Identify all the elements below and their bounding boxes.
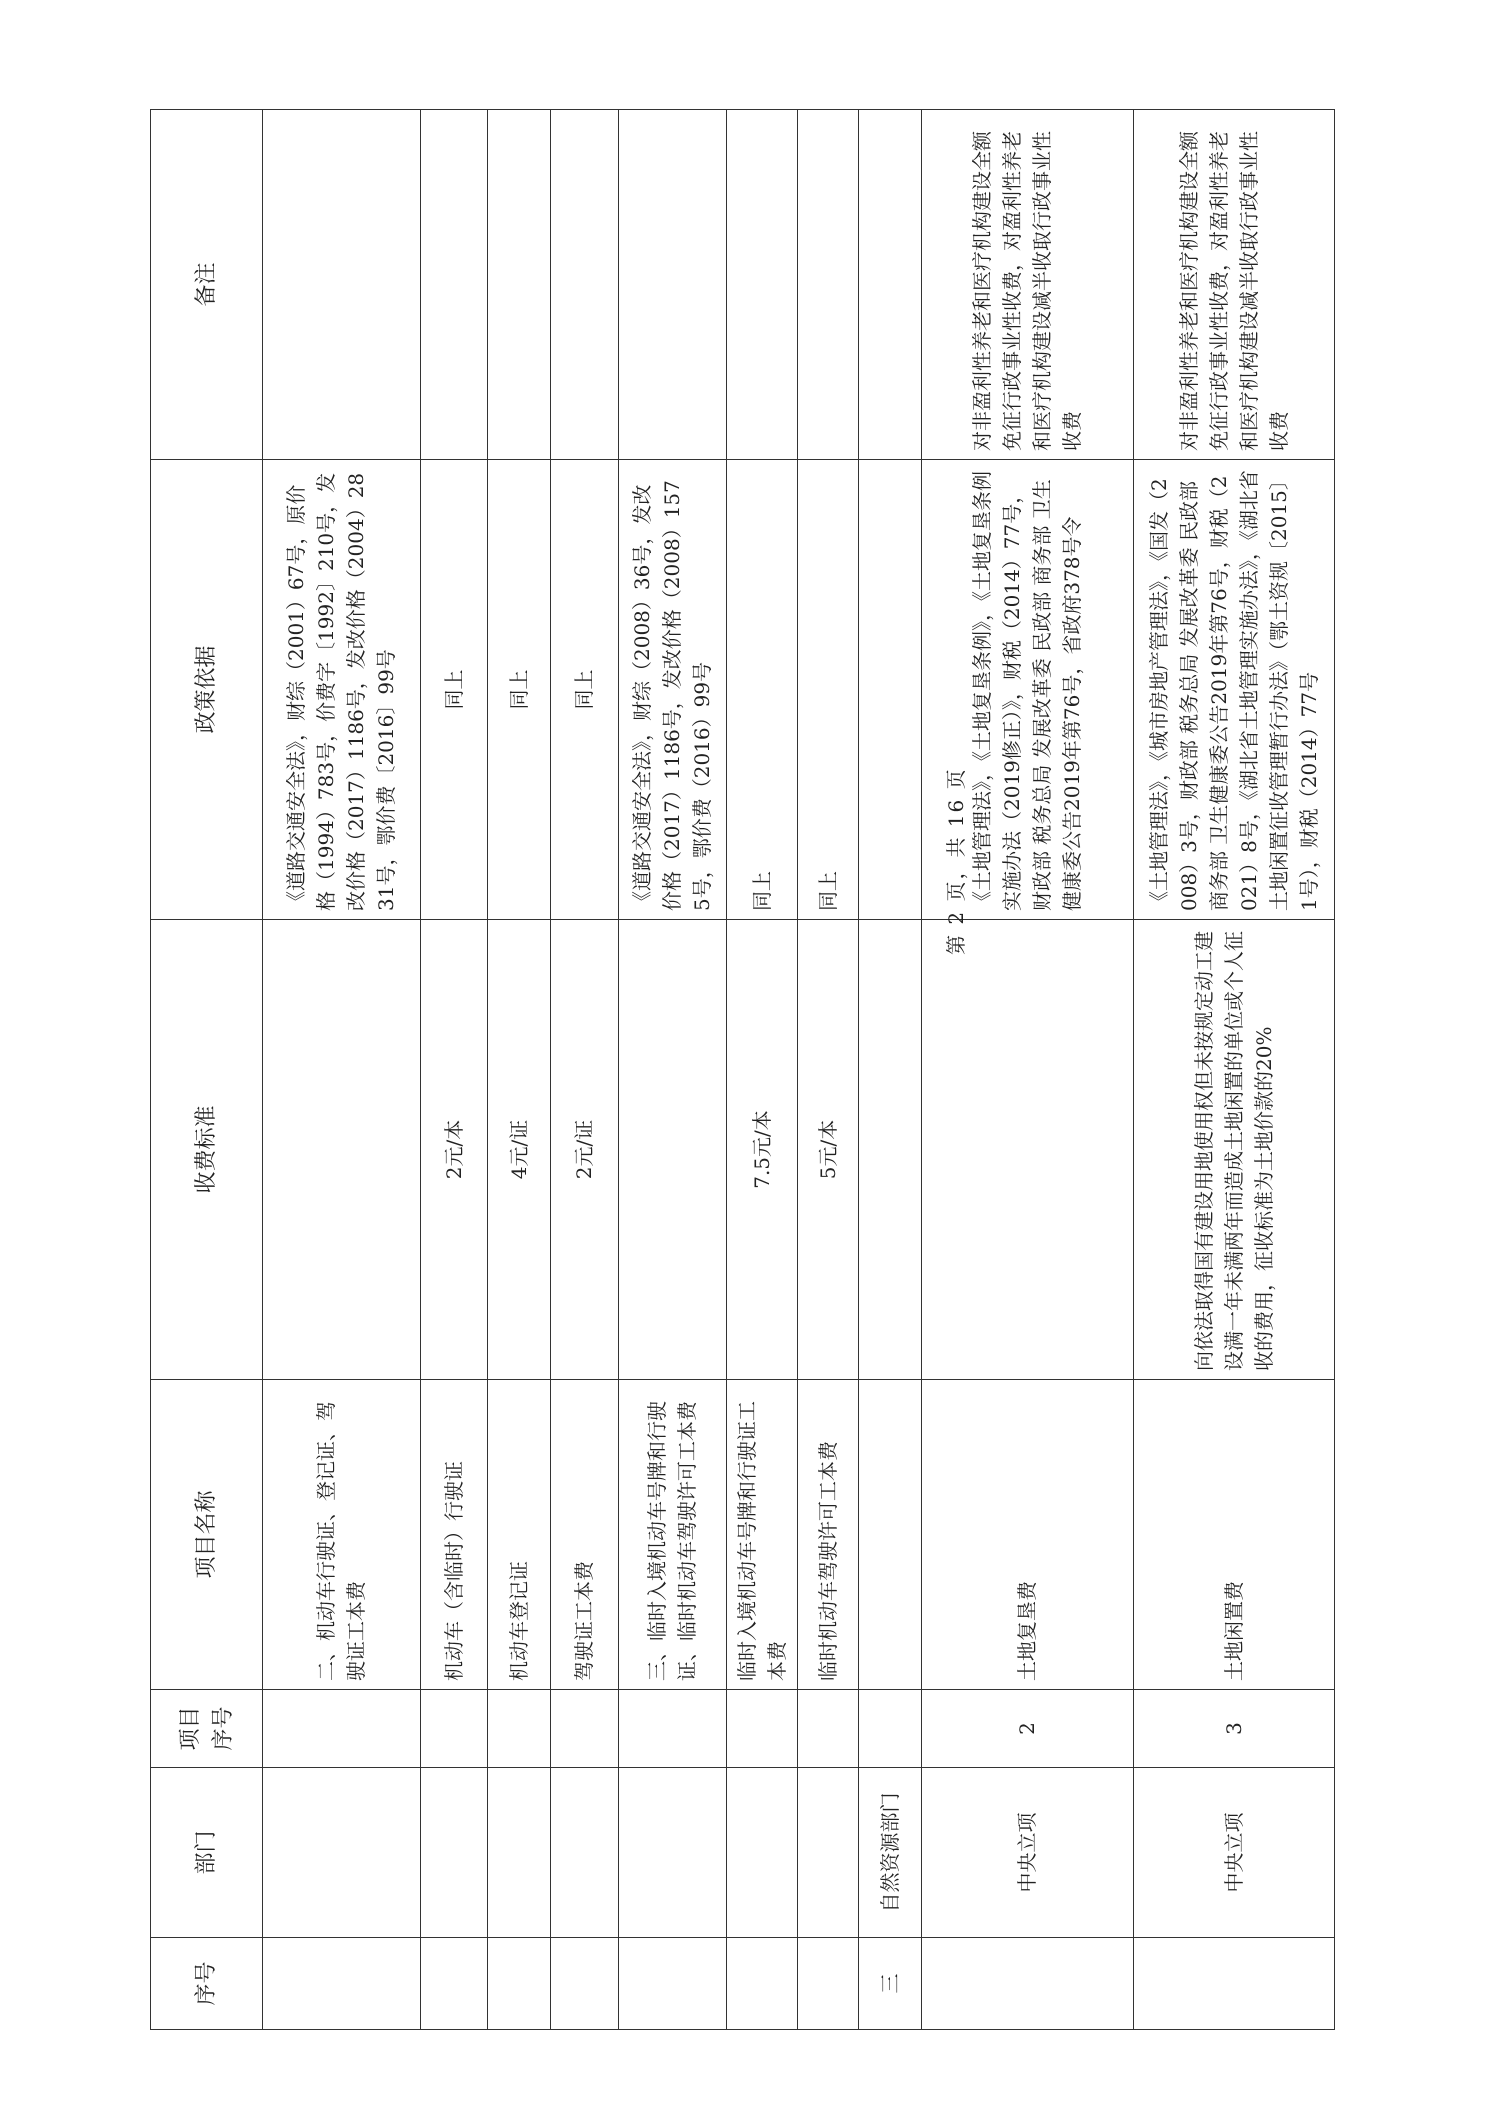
cell-seq xyxy=(1133,1938,1334,2030)
table-row xyxy=(488,110,551,2030)
page-number: 第 2 页，共 16 页 xyxy=(944,767,968,955)
cell-name: 临时入境机动车号牌和行驶证工本费 xyxy=(727,1380,798,1690)
table-row xyxy=(618,110,727,2030)
cell-seq xyxy=(263,1938,421,2030)
cell-basis: 同上 xyxy=(551,460,618,920)
fee-table xyxy=(150,109,1335,2030)
col-header-basis: 政策依据 xyxy=(151,460,263,920)
cell-dept xyxy=(488,1768,551,1938)
col-header-standard: 收费标准 xyxy=(151,920,263,1380)
cell-dept: 中央立项 xyxy=(921,1768,1133,1938)
cell-standard: 2元/证 xyxy=(551,920,618,1380)
cell-seq xyxy=(420,1938,487,2030)
cell-name: 二、机动车行驶证、登记证、驾驶证工本费 xyxy=(263,1380,421,1690)
cell-note xyxy=(858,110,921,460)
table-row xyxy=(921,110,1133,2030)
col-header-item-seq: 项目序号 xyxy=(151,1690,263,1768)
cell-standard: 4元/证 xyxy=(488,920,551,1380)
cell-note xyxy=(727,110,798,460)
rotated-page xyxy=(150,110,1335,2030)
col-header-name: 项目名称 xyxy=(151,1380,263,1690)
cell-seq xyxy=(921,1938,1133,2030)
cell-seq: 三 xyxy=(858,1938,921,2030)
cell-dept: 中央立项 xyxy=(1133,1768,1334,1938)
cell-seq xyxy=(797,1938,858,2030)
cell-name: 驾驶证工本费 xyxy=(551,1380,618,1690)
cell-basis xyxy=(858,460,921,920)
cell-note xyxy=(551,110,618,460)
cell-note: 对非盈利性养老和医疗机构建设全额免征行政事业性收费，对盈利性养老和医疗机构建设减半收取行政事业性收费 xyxy=(1133,110,1334,460)
col-header-seq: 序号 xyxy=(151,1938,263,2030)
cell-standard: 向依法取得国有建设用地使用权但未按规定动工建设满一年未满两年而造成土地闲置的单位或个人征收的费用，征收标准为土地价款的20% xyxy=(1133,920,1334,1380)
cell-item-seq xyxy=(858,1690,921,1768)
cell-name: 土地复垦费 xyxy=(921,1380,1133,1690)
cell-dept: 自然资源部门 xyxy=(858,1768,921,1938)
table-row xyxy=(1133,110,1334,2030)
cell-standard: 7.5元/本 xyxy=(727,920,798,1380)
cell-basis: 同上 xyxy=(488,460,551,920)
cell-basis: 《土地管理法》，《城市房地产管理法》，《国发（2008）3号，财政部 税务总局 发展改革委 民政部 商务部 卫生健康委公告2019年第76号，财税（2021）8号，《湖北省土地管理实施办法》，《湖北省土地闲置征收管理暂行办法》（鄂土资规〔2015〕1号），财税（2014）77号 xyxy=(1133,460,1334,920)
cell-standard: 5元/本 xyxy=(797,920,858,1380)
cell-name: 三、临时入境机动车号牌和行驶证、临时机动车驾驶许可工本费 xyxy=(618,1380,727,1690)
table-row xyxy=(263,110,421,2030)
col-header-dept: 部门 xyxy=(151,1768,263,1938)
cell-item-seq xyxy=(618,1690,727,1768)
cell-dept xyxy=(618,1768,727,1938)
cell-standard xyxy=(263,920,421,1380)
cell-seq xyxy=(551,1938,618,2030)
cell-note xyxy=(263,110,421,460)
cell-dept xyxy=(551,1768,618,1938)
cell-note xyxy=(618,110,727,460)
cell-seq xyxy=(488,1938,551,2030)
cell-dept xyxy=(727,1768,798,1938)
cell-item-seq xyxy=(263,1690,421,1768)
cell-basis: 《土地管理法》，《土地复垦条例》，《土地复垦条例实施办法（2019修正）》，财税（2014）77号，财政部 税务总局 发展改革委 民政部 商务部 卫生健康委公告2019年第76号，省政府378号令 xyxy=(921,460,1133,920)
cell-seq xyxy=(727,1938,798,2030)
cell-basis: 同上 xyxy=(797,460,858,920)
cell-item-seq xyxy=(420,1690,487,1768)
cell-note xyxy=(488,110,551,460)
cell-standard xyxy=(921,920,1133,1380)
cell-note: 对非盈利性养老和医疗机构建设全额免征行政事业性收费，对盈利性养老和医疗机构建设减半收取行政事业性收费 xyxy=(921,110,1133,460)
cell-basis: 《道路交通安全法》，财综（2001）67号，原价格（1994）783号，价费字〔1992〕210号，发改价格（2017）1186号，发改价格（2004）2831号，鄂价费〔2016〕99号 xyxy=(263,460,421,920)
cell-item-seq xyxy=(797,1690,858,1768)
cell-item-seq xyxy=(727,1690,798,1768)
cell-name: 临时机动车驾驶许可工本费 xyxy=(797,1380,858,1690)
table-row xyxy=(420,110,487,2030)
cell-item-seq: 2 xyxy=(921,1690,1133,1768)
header-row xyxy=(151,110,263,2030)
table-row xyxy=(727,110,798,2030)
cell-standard: 2元/本 xyxy=(420,920,487,1380)
cell-basis: 《道路交通安全法》，财综（2008）36号，发改价格（2017）1186号，发改价格（2008）1575号，鄂价费（2016）99号 xyxy=(618,460,727,920)
cell-basis: 同上 xyxy=(420,460,487,920)
table-row xyxy=(551,110,618,2030)
table-row xyxy=(797,110,858,2030)
cell-note xyxy=(797,110,858,460)
cell-item-seq xyxy=(488,1690,551,1768)
cell-note xyxy=(420,110,487,460)
cell-dept xyxy=(797,1768,858,1938)
cell-standard xyxy=(858,920,921,1380)
cell-name xyxy=(858,1380,921,1690)
cell-dept xyxy=(263,1768,421,1938)
col-header-note: 备注 xyxy=(151,110,263,460)
cell-name: 机动车登记证 xyxy=(488,1380,551,1690)
table-row xyxy=(858,110,921,2030)
cell-name: 机动车（含临时）行驶证 xyxy=(420,1380,487,1690)
cell-standard xyxy=(618,920,727,1380)
cell-dept xyxy=(420,1768,487,1938)
cell-name: 土地闲置费 xyxy=(1133,1380,1334,1690)
cell-item-seq xyxy=(551,1690,618,1768)
cell-seq xyxy=(618,1938,727,2030)
cell-item-seq: 3 xyxy=(1133,1690,1334,1768)
cell-basis: 同上 xyxy=(727,460,798,920)
